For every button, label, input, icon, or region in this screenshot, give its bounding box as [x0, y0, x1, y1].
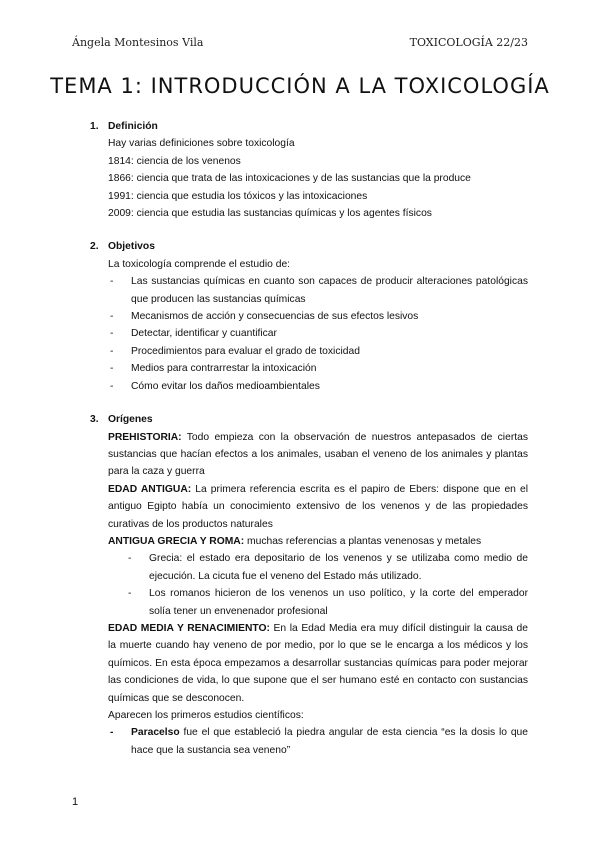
list-item: - Mecanismos de acción y consecuencias de sus efectos lesivos	[108, 308, 528, 325]
definition-line: Hay varias definiciones sobre toxicología	[108, 138, 295, 150]
section-title: Definición	[108, 121, 158, 132]
objetivos-intro: La toxicología comprende el estudio de:	[108, 258, 291, 270]
era-label: ANTIGUA GRECIA Y ROMA:	[108, 535, 245, 547]
paragraph-grecia-roma	[108, 533, 528, 550]
list-item: - Medios para contrarrestar la intoxicación	[108, 360, 528, 377]
header-author: Ángela Montesinos Vila	[72, 36, 204, 49]
list-item-text: Los romanos hicieron de los venenos un uso político, y la corte del emperador solía tener un envenenador profesional	[149, 588, 528, 617]
paragraph-edad-media	[108, 620, 528, 707]
list-item-text	[131, 724, 528, 759]
paragraph-prehistoria	[108, 429, 528, 481]
section-number: 1.	[90, 121, 99, 132]
era-label: PREHISTORIA:	[108, 431, 182, 443]
section-number: 3.	[90, 414, 99, 426]
section-number: 2.	[90, 241, 99, 253]
page-title: TEMA 1: INTRODUCCIÓN A LA TOXICOLOGÍA	[50, 74, 550, 98]
paragraph-edad-antigua	[108, 481, 528, 533]
list-item: - Grecia: el estado era depositario de los venenos y se utilizaba como medio de ejecución. La cicuta fue el veneno del Estado más utilizado.	[126, 550, 528, 585]
section-title: Orígenes	[108, 414, 153, 426]
list-item: - Detectar, identificar y cuantificar	[108, 325, 528, 342]
list-item: - Cómo evitar los daños medioambientales	[108, 378, 528, 395]
era-label: EDAD ANTIGUA:	[108, 483, 192, 495]
section-objetivos-heading	[90, 238, 528, 255]
definition-line: 1814: ciencia de los venenos	[108, 155, 241, 167]
list-item-text: Cómo evitar los daños medioambientales	[131, 380, 320, 392]
document-body	[90, 118, 528, 759]
list-item-text: Detectar, identificar y cuantificar	[131, 328, 277, 340]
list-item: - Las sustancias químicas en cuanto son capaces de producir alteraciones patológicas que producen las sustancias químicas	[108, 273, 528, 308]
definition-line: 2009: ciencia que estudia las sustancias químicas y los agentes físicos	[108, 208, 432, 220]
list-item-text: Procedimientos para evaluar el grado de toxicidad	[131, 345, 360, 357]
era-label: EDAD MEDIA Y RENACIMIENTO:	[108, 622, 270, 634]
list-item-text: Las sustancias químicas en cuanto son capaces de producir alteraciones patológicas que producen las sustancias químicas	[131, 276, 528, 305]
era-text: muchas referencias a plantas venenosas y metales	[244, 535, 482, 547]
section-title: Objetivos	[108, 241, 155, 253]
estudios-intro: Aparecen los primeros estudios científicos:	[108, 710, 304, 721]
list-item: - Paracelso fue el que estableció la piedra angular de esta ciencia “es la dosis lo que hace que la sustancia sea veneno”	[108, 724, 528, 759]
paracelso-text: fue el que estableció la piedra angular de esta ciencia “es la dosis lo que hace que la sustancia sea veneno”	[131, 727, 528, 756]
paracelso-label: Paracelso	[131, 727, 180, 739]
header-course: TOXICOLOGÍA 22/23	[409, 36, 528, 49]
era-text: Todo empieza con la observación de nuestros antepasados de ciertas sustancias que hacían efectos a los animales, usaban el veneno de los animales y plantas para la caza y guerra	[108, 431, 528, 478]
definition-line: 1866: ciencia que trata de las intoxicaciones y de las sustancias que la produce	[108, 173, 471, 185]
list-item: - Los romanos hicieron de los venenos un uso político, y la corte del emperador solía tener un envenenador profesional	[126, 585, 528, 620]
list-item-text: Medios para contrarrestar la intoxicación	[131, 363, 317, 375]
section-definicion-heading	[90, 118, 528, 135]
section-origenes-heading	[90, 411, 528, 428]
list-item: - Procedimientos para evaluar el grado de toxicidad	[108, 343, 528, 360]
list-item-text: Mecanismos de acción y consecuencias de sus efectos lesivos	[131, 311, 419, 323]
list-item-text: Grecia: el estado era depositario de los venenos y se utilizaba como medio de ejecución. La cicuta fue el veneno del Estado más utilizado.	[149, 553, 528, 582]
era-text: La primera referencia escrita es el papiro de Ebers: dispone que en el antiguo Egipto había un conocimiento extensivo de los venenos y de las propiedades curativas de los productos naturales	[108, 483, 528, 530]
page-number: 1	[72, 796, 79, 808]
era-text: En la Edad Media era muy difícil distinguir la causa de la muerte cuando hay veneno de por medio, por lo que se le encarga a los médicos y los químicos. En esta época empezamos a desarrollar sustancias químicas para poder mejorar las condiciones de vida, lo que supone que el ser humano esté en contacto con sustancias químicas que se desconocen.	[108, 622, 528, 704]
definition-line: 1991: ciencia que estudia los tóxicos y las intoxicaciones	[108, 190, 368, 202]
